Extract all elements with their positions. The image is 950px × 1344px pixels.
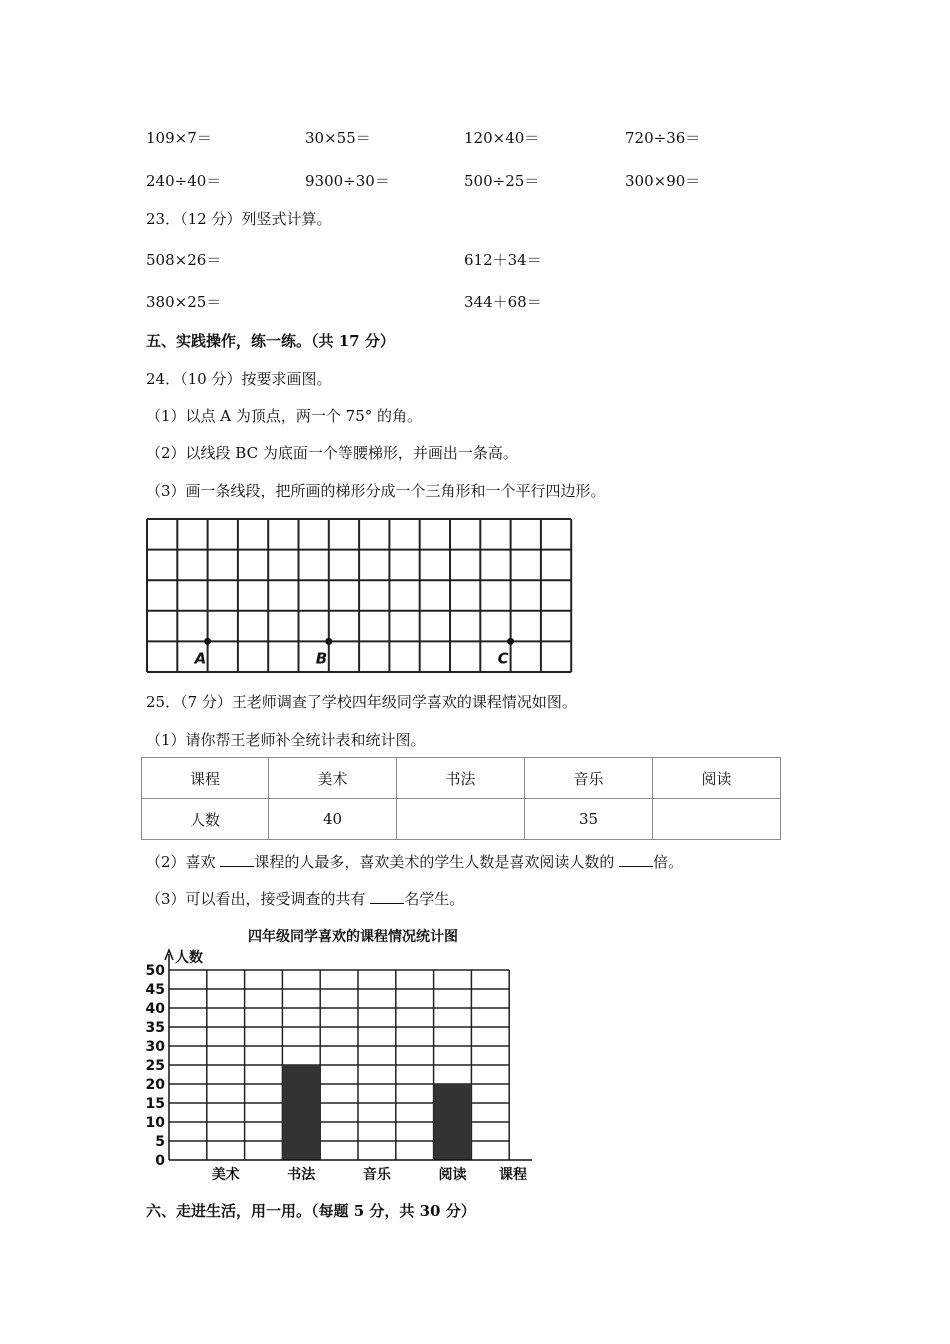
question-24-sub2: （2）以线段 BC 为底面一个等腰梯形，并画出一条高。	[146, 444, 518, 462]
point-c	[507, 638, 514, 645]
table-header-cell: 音乐	[525, 758, 653, 799]
question-25-title: 25．（7 分）王老师调查了学校四年级同学喜欢的课程情况如图。	[146, 693, 577, 711]
question-25-sub1: （1）请你帮王老师补全统计表和统计图。	[146, 731, 426, 749]
x-axis-label: 课程	[499, 1167, 527, 1183]
calc-item: 720÷36＝	[625, 129, 701, 147]
point-label: C	[497, 649, 509, 668]
y-tick-label: 35	[145, 1020, 165, 1036]
x-tick-label: 音乐	[362, 1167, 391, 1183]
vertical-calc-item: 612＋34＝	[464, 251, 542, 269]
table-row	[142, 799, 781, 840]
course-bar-chart	[144, 920, 544, 1188]
y-tick-label: 0	[155, 1153, 165, 1169]
point-label: B	[315, 649, 328, 668]
calc-item: 300×90＝	[625, 172, 701, 190]
calc-item: 109×7＝	[146, 129, 212, 147]
y-tick-label: 25	[145, 1058, 165, 1074]
table-cell: 35	[525, 799, 653, 840]
sub3-text-a: （3）可以看出，接受调查的共有	[146, 890, 366, 908]
question-25-sub2	[146, 852, 683, 872]
sub3-text-b: 名学生。	[404, 890, 465, 908]
x-tick-label: 美术	[211, 1167, 240, 1183]
sub2-text-b: 课程的人最多，喜欢美术的学生人数是喜欢阅读人数的	[254, 853, 615, 871]
y-tick-label: 5	[155, 1134, 165, 1150]
answer-blank[interactable]	[220, 852, 254, 867]
table-cell: 人数	[142, 799, 269, 840]
calc-item: 9300÷30＝	[305, 172, 390, 190]
table-cell-blank[interactable]	[397, 799, 525, 840]
vertical-calc-item: 344＋68＝	[464, 293, 542, 311]
point-b	[325, 638, 332, 645]
question-24-sub1: （1）以点 A 为顶点，两一个 75° 的角。	[146, 407, 423, 425]
question-24-sub3: （3）画一条线段，把所画的梯形分成一个三角形和一个平行四边形。	[146, 482, 606, 500]
vertical-calc-item: 508×26＝	[146, 251, 222, 269]
drawing-grid	[144, 516, 576, 676]
x-tick-label: 书法	[287, 1167, 316, 1183]
table-row	[142, 758, 781, 799]
answer-blank[interactable]	[370, 889, 404, 904]
y-tick-label: 40	[145, 1001, 165, 1017]
bar-阅读	[434, 1084, 472, 1160]
chart-title: 四年级同学喜欢的课程情况统计图	[248, 929, 458, 945]
calc-item: 240÷40＝	[146, 172, 222, 190]
statistics-table	[141, 757, 781, 840]
table-header-cell: 书法	[397, 758, 525, 799]
answer-blank[interactable]	[619, 852, 653, 867]
bar-书法	[282, 1065, 320, 1160]
section-5-heading: 五、实践操作，练一练。（共 17 分）	[146, 332, 395, 350]
table-header-cell: 阅读	[653, 758, 781, 799]
question-25-sub3	[146, 889, 464, 909]
calc-item: 30×55＝	[305, 129, 371, 147]
table-cell-blank[interactable]	[653, 799, 781, 840]
x-tick-label: 阅读	[438, 1167, 467, 1183]
y-axis-label: 人数	[175, 950, 203, 966]
point-label: A	[194, 649, 207, 668]
question-24-title: 24．（10 分）按要求画图。	[146, 370, 332, 388]
sub2-text-a: （2）喜欢	[146, 853, 216, 871]
y-tick-label: 30	[145, 1039, 165, 1055]
calc-item: 120×40＝	[464, 129, 540, 147]
sub2-text-c: 倍。	[653, 853, 684, 871]
table-cell: 40	[269, 799, 397, 840]
y-tick-label: 10	[145, 1115, 165, 1131]
section-6-heading: 六、走进生活，用一用。（每题 5 分，共 30 分）	[146, 1202, 476, 1220]
y-tick-label: 15	[145, 1096, 165, 1112]
y-tick-label: 20	[145, 1077, 165, 1093]
question-23-title: 23．（12 分）列竖式计算。	[146, 210, 332, 228]
table-header-cell: 美术	[269, 758, 397, 799]
calc-item: 500÷25＝	[464, 172, 540, 190]
y-tick-label: 50	[145, 963, 165, 979]
point-a	[204, 638, 211, 645]
vertical-calc-item: 380×25＝	[146, 293, 222, 311]
table-header-cell: 课程	[142, 758, 269, 799]
y-tick-label: 45	[145, 982, 165, 998]
